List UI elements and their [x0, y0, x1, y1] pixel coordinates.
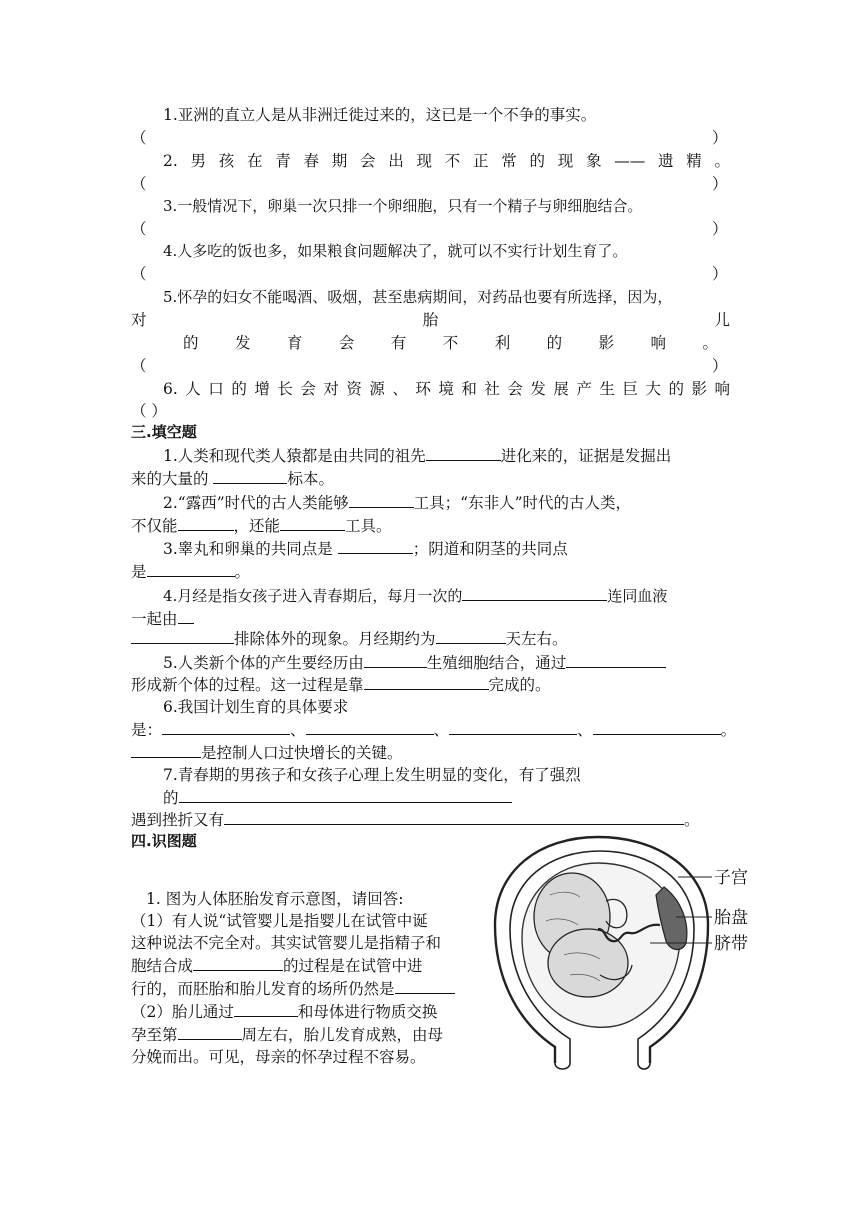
answer-blank[interactable]	[364, 673, 489, 690]
figure-q1-1-text-d: 的过程是在试管中进	[283, 957, 423, 975]
judgement-q4: 4.人多吃的饭也多，如果粮食问题解决了，就可以不实行计划生育了。	[163, 242, 628, 260]
judgement-q3: 3.一般情况下，卵巢一次只排一个卵细胞，只有一个精子与卵细胞结合。	[163, 197, 643, 215]
fill-q5-line1	[163, 651, 666, 674]
judgement-q2: 2.男孩在青春期会出现不正常的现象——遗精。	[163, 152, 730, 170]
judgement-q5-line3-text: 的发育会有不利的影响。	[183, 334, 718, 352]
answer-paren-close: ）	[712, 129, 728, 147]
fill-q2-line1	[163, 491, 631, 514]
answer-blank[interactable]	[306, 718, 434, 735]
fill-q2-text-b: 工具；“东非人”时代的古人类，	[413, 494, 631, 512]
separator: 、	[577, 721, 593, 739]
answer-paren-open: （	[131, 357, 147, 375]
fill-q2-text-a: 2.“露西”时代的古人类能够	[163, 494, 349, 512]
figure-q1-1-text-e: 行的，而胚胎和胎儿发育的场所仍然是	[131, 980, 395, 998]
answer-blank[interactable]	[338, 537, 413, 554]
figure-q1-1-line4	[131, 977, 455, 1000]
label-umbilical-cord: 脐带	[714, 934, 748, 954]
fill-q7-text-c: 遇到挫折又有	[131, 811, 225, 829]
answer-blank[interactable]	[131, 741, 201, 758]
label-uterus: 子宫	[714, 868, 748, 888]
answer-paren-open: （	[131, 220, 147, 238]
label-placenta: 胎盘	[714, 908, 748, 928]
fill-q6-text-c: 是控制人口过快增长的关键。	[201, 744, 403, 762]
answer-blank[interactable]	[178, 1023, 242, 1040]
answer-blank[interactable]	[364, 651, 427, 668]
answer-paren-open: （	[131, 129, 147, 147]
answer-blank[interactable]	[131, 627, 234, 644]
answer-paren-q6: （ ）	[131, 402, 167, 420]
fill-q7-text-b: 的	[163, 789, 179, 807]
fill-q5-text-d: 完成的。	[488, 676, 551, 694]
fill-q2-text-e: 工具。	[345, 517, 392, 535]
figure-q1-intro-text: 1. 图为人体胚胎发育示意图，请回答:	[146, 890, 404, 908]
figure-question-text	[131, 888, 467, 1078]
answer-blank[interactable]	[395, 977, 455, 994]
fill-q5-text-c: 形成新个体的过程。这一过程是靠	[131, 676, 364, 694]
answer-blank[interactable]	[449, 718, 577, 735]
figure-q1-1-line3	[131, 954, 423, 977]
figure-q1-2-text-a: （2）胎儿通过	[131, 1003, 234, 1021]
answer-blank[interactable]	[213, 467, 287, 484]
answer-blank[interactable]	[178, 514, 234, 531]
embryo-development-diagram	[480, 825, 780, 1075]
answer-blank[interactable]	[426, 444, 501, 461]
separator: 、	[433, 721, 450, 739]
fill-q6-line1: 6.我国计划生育的具体要求	[163, 698, 349, 716]
fill-q7-end: 。	[684, 811, 700, 829]
fill-q5-text-b: 生殖细胞结合，通过	[426, 654, 567, 672]
answer-blank[interactable]	[193, 954, 283, 971]
answer-paren-open: （	[131, 175, 147, 193]
fill-q1-text-a: 1.人类和现代类人猿都是由共同的祖先	[163, 447, 426, 465]
fill-q3-text-b: ；阴道和阴茎的共同点	[412, 540, 568, 558]
fill-q1-line2	[131, 467, 334, 490]
answer-paren-close: ）	[712, 220, 728, 238]
fill-q5-line2	[131, 673, 551, 696]
fill-q3-line2	[131, 560, 250, 583]
figure-q1-intro	[131, 888, 403, 910]
figure-section-heading: 四.识图题	[131, 832, 197, 850]
fill-q1-text-d: 标本。	[287, 470, 334, 488]
fill-q5-text-a: 5.人类新个体的产生要经历由	[163, 654, 364, 672]
answer-blank[interactable]	[566, 651, 666, 668]
fill-section-heading: 三.填空题	[131, 423, 197, 441]
fill-q6-end: 。	[720, 721, 737, 739]
fill-q6-text-b: 是：	[131, 721, 163, 739]
fill-q4-text-d: 排除体外的现象。月经期约为	[234, 630, 436, 648]
fill-q1-text-c: 来的大量的	[131, 470, 209, 488]
figure-q1-1-text-c: 胞结合成	[131, 957, 194, 975]
judgement-q5-line1: 5.怀孕的妇女不能喝酒、吸烟，甚至患病期间，对药品也要有所选择，因为，	[163, 288, 673, 306]
fill-q4-text-c: 一起由	[131, 610, 178, 628]
fill-q3-line1	[163, 537, 568, 560]
separator: 、	[290, 721, 306, 739]
figure-q1-2-line2	[131, 1023, 443, 1046]
judgement-q5-line2-text: 对胎儿	[131, 311, 730, 329]
answer-blank[interactable]	[162, 718, 290, 735]
figure-q1-1-line1: （1）有人说“试管婴儿是指婴儿在试管中诞	[131, 912, 428, 930]
fill-q4-line3	[131, 627, 568, 650]
figure-q1-2-line1	[131, 1000, 437, 1023]
answer-blank[interactable]	[349, 491, 414, 508]
fill-q2-text-d: ，还能	[233, 517, 281, 535]
answer-blank[interactable]	[224, 808, 684, 825]
figure-q1-2-line3: 分娩而出。可见，母亲的怀孕过程不容易。	[131, 1048, 426, 1066]
answer-blank[interactable]	[280, 514, 345, 531]
judgement-q5-line2	[131, 309, 730, 331]
answer-blank[interactable]	[436, 627, 506, 644]
fill-q4-text-a: 4.月经是指女孩子进入青春期后，每月一次的	[163, 587, 463, 605]
fill-q4-text-b: 连同血液	[607, 587, 668, 605]
fill-q2-text-c: 不仅能	[131, 517, 178, 535]
judgement-q6	[163, 378, 730, 400]
fill-q6-line2	[131, 718, 736, 741]
fill-q1-line1	[163, 444, 671, 467]
judgement-q1: 1.亚洲的直立人是从非洲迁徙过来的，这已是一个不争的事实。	[163, 106, 597, 124]
fill-q4-text-e: 天左右。	[505, 630, 568, 648]
answer-paren-close: ）	[712, 175, 728, 193]
judgement-q6-text: 6.人口的增长会对资源、环境和社会发展产生巨大的影响	[163, 380, 730, 398]
fill-q3-text-a: 3.睾丸和卵巢的共同点是	[163, 540, 333, 558]
fetus-body	[548, 929, 628, 997]
answer-blank[interactable]	[178, 607, 194, 624]
answer-blank[interactable]	[593, 718, 721, 735]
answer-blank[interactable]	[179, 786, 512, 803]
fill-q4-line1	[163, 584, 667, 607]
answer-blank[interactable]	[462, 584, 607, 601]
fill-q3-text-d: 。	[234, 563, 251, 581]
figure-q1-2-text-b: 和母体进行物质交换	[297, 1003, 438, 1021]
fill-q1-text-b: 进化来的，证据是发掘出	[500, 447, 672, 465]
answer-paren-open: （	[131, 265, 147, 283]
figure-q1-2-text-c: 孕至第	[131, 1026, 178, 1044]
figure-q1-1-line2: 这种说法不完全对。其实试管婴儿是指精子和	[131, 934, 442, 952]
answer-blank[interactable]	[234, 1000, 298, 1017]
fill-q2-line2	[131, 514, 392, 537]
figure-q1-2-text-d: 周左右，胎儿发育成熟，由母	[241, 1026, 444, 1044]
fill-q7-line2	[163, 786, 512, 809]
answer-paren-close: ）	[712, 357, 728, 375]
fill-q3-text-c: 是	[131, 563, 147, 581]
cervix	[555, 1063, 650, 1069]
judgement-q5-line3	[183, 332, 718, 354]
fill-q6-line3	[131, 741, 403, 764]
answer-paren-close: ）	[712, 265, 728, 283]
answer-blank[interactable]	[147, 560, 235, 577]
fill-q7-line1: 7.青春期的男孩子和女孩子心理上发生明显的变化，有了强烈	[163, 766, 581, 784]
